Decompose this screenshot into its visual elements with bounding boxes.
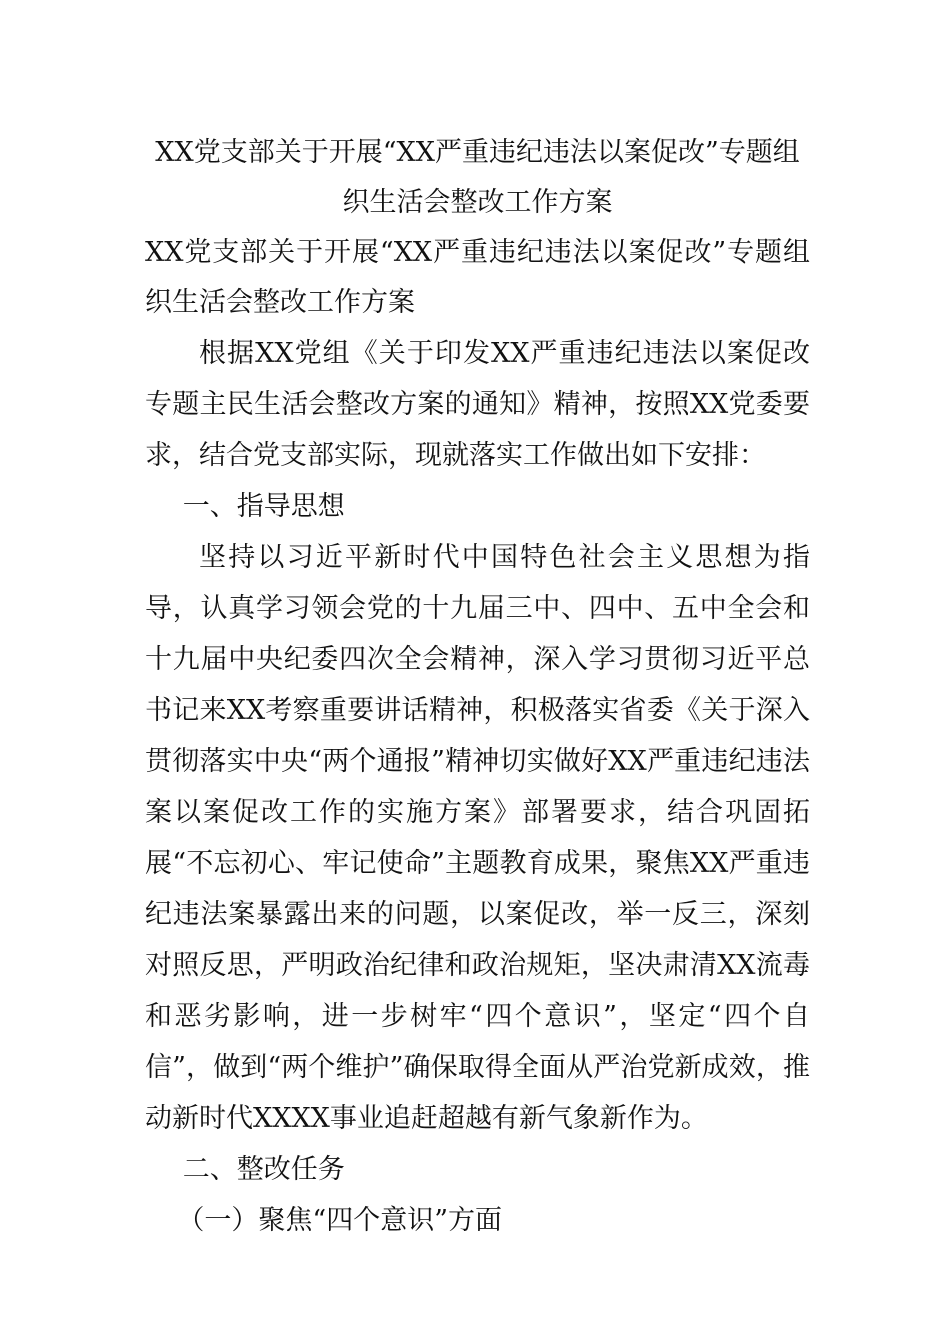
document-title-line2: 织生活会整改工作方案 [342, 187, 613, 218]
document-page [145, 128, 810, 1246]
section1-heading: 一、指导思想 [182, 491, 345, 522]
intro-paragraph: 根据XX党组《关于印发XX严重违纪违法以案促改专题主民生活会整改方案的通知》精神，按照XX党委要求，结合党支部实际，现就落实工作做出如下安排： [145, 338, 810, 471]
document-repeat-title: XX党支部关于开展“XX严重违纪违法以案促改”专题组织生活会整改工作方案 [145, 237, 810, 318]
section2-heading: 二、整改任务 [182, 1154, 345, 1185]
section1-paragraph: 坚持以习近平新时代中国特色社会主义思想为指导，认真学习领会党的十九届三中、四中、五中全会和十九届中央纪委四次全会精神，深入学习贯彻习近平总书记来XX考察重要讲话精神，积极落实省委《关于深入贯彻落实中央“两个通报”精神切实做好XX严重违纪违法案以案促改工作的实施方案》部署要求，结合巩固拓展“不忘初心、牢记使命”主题教育成果，聚焦XX严重违纪违法案暴露出来的问题，以案促改，举一反三，深刻对照反思，严明政治纪律和政治规矩，坚决肃清XX流毒和恶劣影响，进一步树牢“四个意识”，坚定“四个自信”，做到“两个维护”确保取得全面从严治党新成效，推动新时代XXXX事业追赶超越有新气象新作为。 [145, 542, 810, 1134]
document-title-line1: XX党支部关于开展“XX严重违纪违法以案促改”专题组 [155, 137, 800, 168]
section2-subheading1: （一）聚焦“四个意识”方面 [177, 1205, 502, 1236]
